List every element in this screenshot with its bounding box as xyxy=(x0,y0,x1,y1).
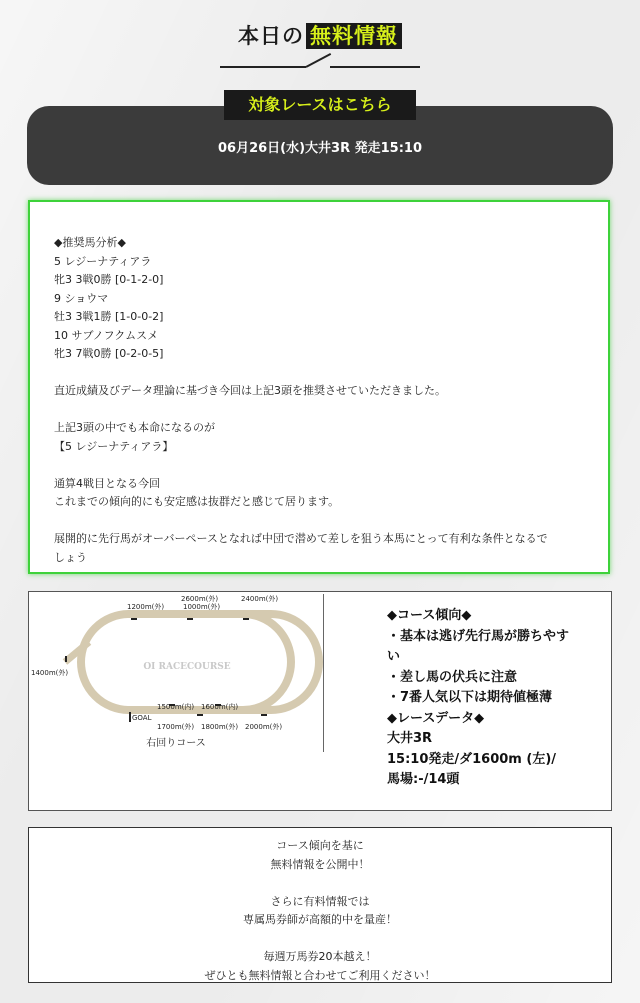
tendency-item: い xyxy=(387,649,401,664)
analysis-heading: ◆推奨馬分析◆ xyxy=(54,236,126,249)
promo-line: 無料情報を公開中！ xyxy=(270,857,370,871)
title-highlight: 無料情報 xyxy=(306,23,402,49)
course-panel xyxy=(28,591,612,811)
tendency-item: ・差し馬の伏兵に注意 xyxy=(387,669,518,685)
analysis-paragraph: これまでの傾向的にも安定感は抜群だと感じて居ります。 xyxy=(54,495,340,508)
label-2000: 2000m(外) xyxy=(245,723,283,731)
race-data-heading: ◆レースデータ◆ xyxy=(387,710,485,726)
tendency-item: ・7番人気以下は期待値極薄 xyxy=(387,690,553,705)
promo-line: ぜひとも無料情報と合わせてご利用ください！ xyxy=(204,968,436,982)
page-title xyxy=(0,20,640,50)
horse-line: 10 サブノフクムスメ xyxy=(54,328,159,342)
analysis-paragraph: 上記3頭の中でも本命になるのが xyxy=(54,421,215,434)
favorite-horse: 【5 レジーナティアラ】 xyxy=(54,439,174,453)
label-2400: 2400m(外) xyxy=(241,595,279,603)
course-direction: 右回りコース xyxy=(146,738,206,749)
label-1700: 1700m(外) xyxy=(157,723,195,731)
analysis-paragraph: 通算4戦目となる今回 xyxy=(54,476,160,490)
title-prefix: 本日の xyxy=(238,24,304,48)
title-underline-left xyxy=(220,66,306,68)
label-1400: 1400m(外) xyxy=(31,669,69,677)
label-2600: 2600m(外) xyxy=(181,595,219,603)
promo-line: さらに有料情報では xyxy=(270,894,370,908)
title-underline-slash xyxy=(306,53,332,68)
promo-line: 専属馬券師が高額的中を量産！ xyxy=(243,913,397,926)
tendency-heading: ◆コース傾向◆ xyxy=(387,608,472,623)
analysis-paragraph: 展開的に先行馬がオーバーペースとなれば中団で潜めて差しを狙う本馬にとって有利な条件となるで xyxy=(54,532,548,545)
target-race-label: 対象レースはこちら xyxy=(224,90,416,120)
promo-line: コース傾向を基に xyxy=(276,839,364,852)
title-underline-right xyxy=(330,66,420,68)
analysis-paragraph: しょう xyxy=(54,550,87,564)
analysis-paragraph: 直近成績及びデータ理論に基づき今回は上記3頭を推奨させていただきました。 xyxy=(54,384,446,397)
label-1200: 1200m(外) xyxy=(127,603,165,611)
race-info: 06月26日(水)大井3R 発走15:10 xyxy=(217,141,423,156)
course-tendency xyxy=(387,606,597,791)
horse-line: 9 ショウマ xyxy=(54,291,109,305)
course-map xyxy=(29,592,323,752)
race-data-detail: 馬場:-/14頭 xyxy=(387,772,460,787)
race-data-race: 大井3R xyxy=(387,731,433,746)
race-data-detail: 15:10発走/ダ1600m (左)/ xyxy=(387,751,557,767)
horse-line: 牝3 7戦0勝 [0-2-0-5] xyxy=(54,347,164,360)
horse-line: 5 レジーナティアラ xyxy=(54,254,152,268)
label-1600: 1600m(内) xyxy=(201,703,239,711)
promo-panel xyxy=(28,827,612,983)
label-1000: 1000m(外) xyxy=(183,603,221,611)
course-name: OI RACECOURSE xyxy=(143,662,231,672)
goal-label: GOAL xyxy=(132,714,152,722)
promo-line: 毎週万馬券20本越え！ xyxy=(263,950,377,963)
course-divider xyxy=(323,594,324,752)
horse-line: 牝3 3戦0勝 [0-1-2-0] xyxy=(54,273,164,286)
label-1800: 1800m(外) xyxy=(201,723,239,731)
horse-line: 牡3 3戦1勝 [1-0-0-2] xyxy=(54,310,164,323)
tendency-item: ・基本は逃げ先行馬が勝ちやす xyxy=(387,628,570,644)
analysis-panel xyxy=(28,200,610,574)
label-1500: 1500m(内) xyxy=(157,703,195,711)
